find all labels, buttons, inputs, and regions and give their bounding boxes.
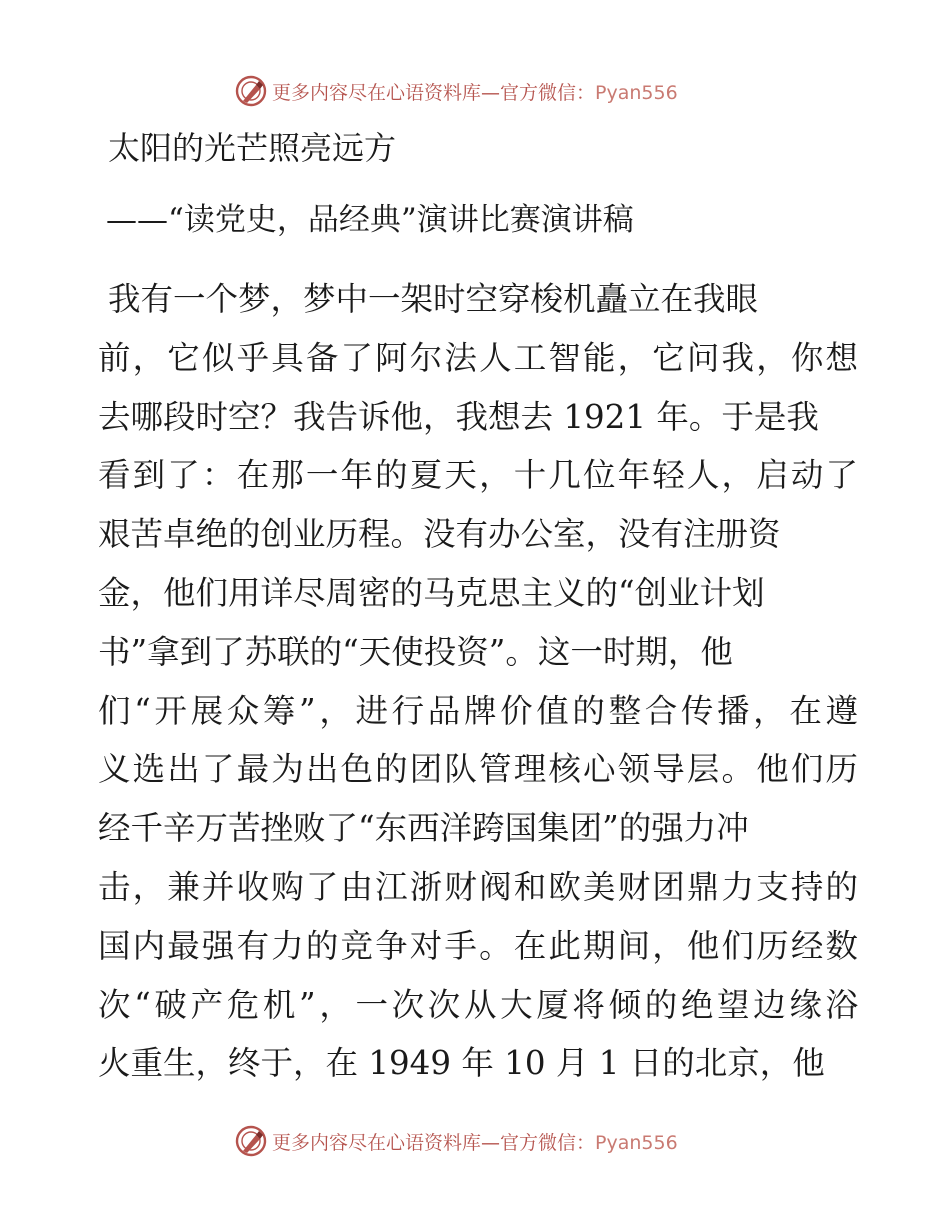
watermark-separator: — — [481, 1131, 501, 1154]
body-line: 金，他们用详尽周密的马克思主义的“创业计划 — [98, 573, 765, 612]
watermark-footer — [234, 1124, 678, 1158]
watermark-text — [272, 1128, 678, 1155]
document-body — [98, 270, 858, 1093]
body-line: 看到了：在那一年的夏天，十几位年轻人，启动了 — [98, 456, 858, 495]
watermark-wechat-id: Pyan556 — [595, 1131, 678, 1154]
watermark-brand: 更多内容尽在心语资料库 — [272, 81, 482, 104]
watermark-text — [272, 78, 678, 105]
pen-logo-icon — [234, 1124, 268, 1158]
body-line: 义选出了最为出色的团队管理核心领导层。他们历 — [98, 750, 858, 789]
watermark-official: 官方微信： — [500, 1131, 596, 1154]
body-line: 艰苦卓绝的创业历程。没有办公室，没有注册资 — [98, 515, 781, 554]
body-line: 击，兼并收购了由江浙财阀和欧美财团鼎力支持的 — [98, 867, 858, 906]
body-line: 经千辛万苦挫败了“东西洋跨国集团”的强力冲 — [98, 809, 749, 848]
body-line: 们“开展众筹”，进行品牌价值的整合传播，在遵 — [98, 691, 858, 730]
body-line: 次“破产危机”，一次次从大厦将倾的绝望边缘浴 — [98, 985, 858, 1024]
watermark-official: 官方微信： — [500, 81, 596, 104]
watermark-brand: 更多内容尽在心语资料库 — [272, 1131, 482, 1154]
body-line: 前，它似乎具备了阿尔法人工智能，它问我，你想 — [98, 338, 858, 377]
watermark-separator: — — [481, 81, 501, 104]
document-subtitle: ——“读党史，品经典”演讲比赛演讲稿 — [106, 202, 634, 238]
body-line: 书”拿到了苏联的“天使投资”。这一时期，他 — [98, 632, 733, 671]
document-title: 太阳的光芒照亮远方 — [108, 129, 397, 167]
watermark-wechat-id: Pyan556 — [595, 81, 678, 104]
watermark-header — [234, 74, 678, 108]
body-line: 我有一个梦，梦中一架时空穿梭机矗立在我眼 — [108, 280, 759, 318]
body-line: 去哪段时空？我告诉他，我想去 1921 年。于是我 — [98, 397, 819, 436]
body-line: 火重生，终于，在 1949 年 10 月 1 日的北京，他 — [98, 1044, 825, 1083]
body-line: 国内最强有力的竞争对手。在此期间，他们历经数 — [98, 926, 858, 965]
pen-logo-icon — [234, 74, 268, 108]
